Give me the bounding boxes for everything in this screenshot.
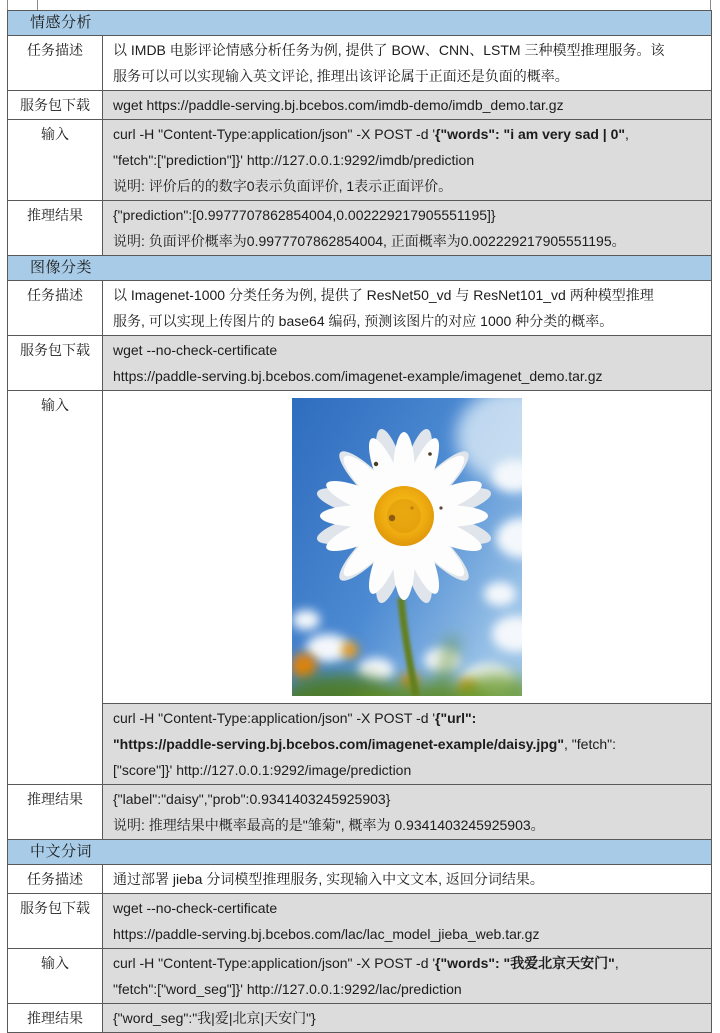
- row-task-description: [8, 280, 711, 335]
- row-package-download: [8, 335, 711, 390]
- row-label: 推理结果: [8, 201, 103, 255]
- row-inference-result: [8, 1003, 711, 1032]
- download-command-text: wget https://paddle-serving.bj.bcebos.com/imdb-demo/imdb_demo.tar.gz: [103, 91, 711, 119]
- section-header-sentiment-analysis: 情感分析: [8, 10, 711, 35]
- input-image-cell: [103, 391, 711, 703]
- row-input: [8, 948, 711, 1003]
- input-command-text: curl -H "Content-Type:application/json" -X POST -d '{"url": "https://paddle-serving.bj.bcebos.com/imagenet-example/daisy.jpg", "fetch": ["score"]}' http://127.0.0.1:9292/image/prediction: [103, 703, 711, 784]
- divider-remnant: [37, 0, 38, 10]
- row-input: [8, 390, 711, 784]
- row-inference-result: [8, 200, 711, 255]
- row-label: 推理结果: [8, 785, 103, 839]
- row-task-description: [8, 864, 711, 893]
- row-label: 服务包下载: [8, 894, 103, 948]
- row-task-description: [8, 35, 711, 90]
- row-inference-result: [8, 784, 711, 839]
- row-label: 输入: [8, 391, 103, 784]
- section-header-image-classification: 图像分类: [8, 255, 711, 280]
- table-right-border-remnant: [710, 0, 711, 10]
- row-label: 服务包下载: [8, 336, 103, 390]
- daisy-image: [292, 398, 522, 696]
- input-command-text: curl -H "Content-Type:application/json" -X POST -d '{"words": "i am very sad | 0", "fetch":["prediction"]}' http://127.0.0.1:9292/imdb/prediction 说明: 评价后的的数字0表示负面评价, 1表示正面评价。: [103, 120, 711, 200]
- task-description-text: 以 IMDB 电影评论情感分析任务为例, 提供了 BOW、CNN、LSTM 三种模型推理服务。该 服务可以可以实现输入英文评论, 推理出该评论属于正面还是负面的概率。: [103, 36, 711, 90]
- row-label: 输入: [8, 949, 103, 1003]
- download-command-text: wget --no-check-certificate https://paddle-serving.bj.bcebos.com/lac/lac_model_jieba_web.tar.gz: [103, 894, 711, 948]
- task-description-text: 以 Imagenet-1000 分类任务为例, 提供了 ResNet50_vd 与 ResNet101_vd 两种模型推理 服务, 可以实现上传图片的 base64 编码, 预测该图片的对应 1000 种分类的概率。: [103, 281, 711, 335]
- row-label: 任务描述: [8, 281, 103, 335]
- input-command-text: curl -H "Content-Type:application/json" -X POST -d '{"words": "我爱北京天安门", "fetch":["word_seg"]}' http://127.0.0.1:9292/lac/prediction: [103, 949, 711, 1003]
- row-package-download: [8, 90, 711, 119]
- row-label: 任务描述: [8, 36, 103, 90]
- row-input: [8, 119, 711, 200]
- row-label: 推理结果: [8, 1004, 103, 1032]
- task-description-text: 通过部署 jieba 分词模型推理服务, 实现输入中文文本, 返回分词结果。: [103, 865, 711, 893]
- row-label: 服务包下载: [8, 91, 103, 119]
- download-command-text: wget --no-check-certificate https://paddle-serving.bj.bcebos.com/imagenet-example/imagenet_demo.tar.gz: [103, 336, 711, 390]
- result-text: {"word_seg":"我|爱|北京|天安门"}: [103, 1004, 711, 1032]
- row-package-download: [8, 893, 711, 948]
- row-label: 任务描述: [8, 865, 103, 893]
- table-left-border-remnant: [7, 0, 8, 10]
- cut-off-row-above: [0, 0, 720, 10]
- service-demo-table: [7, 10, 712, 1033]
- row-label: 输入: [8, 120, 103, 200]
- section-header-chinese-word-segmentation: 中文分词: [8, 839, 711, 864]
- result-text: {"label":"daisy","prob":0.9341403245925903} 说明: 推理结果中概率最高的是"雏菊", 概率为 0.9341403245925903。: [103, 785, 711, 839]
- result-text: {"prediction":[0.9977707862854004,0.002229217905551195]} 说明: 负面评价概率为0.9977707862854004, 正面概率为0.002229217905551195。: [103, 201, 711, 255]
